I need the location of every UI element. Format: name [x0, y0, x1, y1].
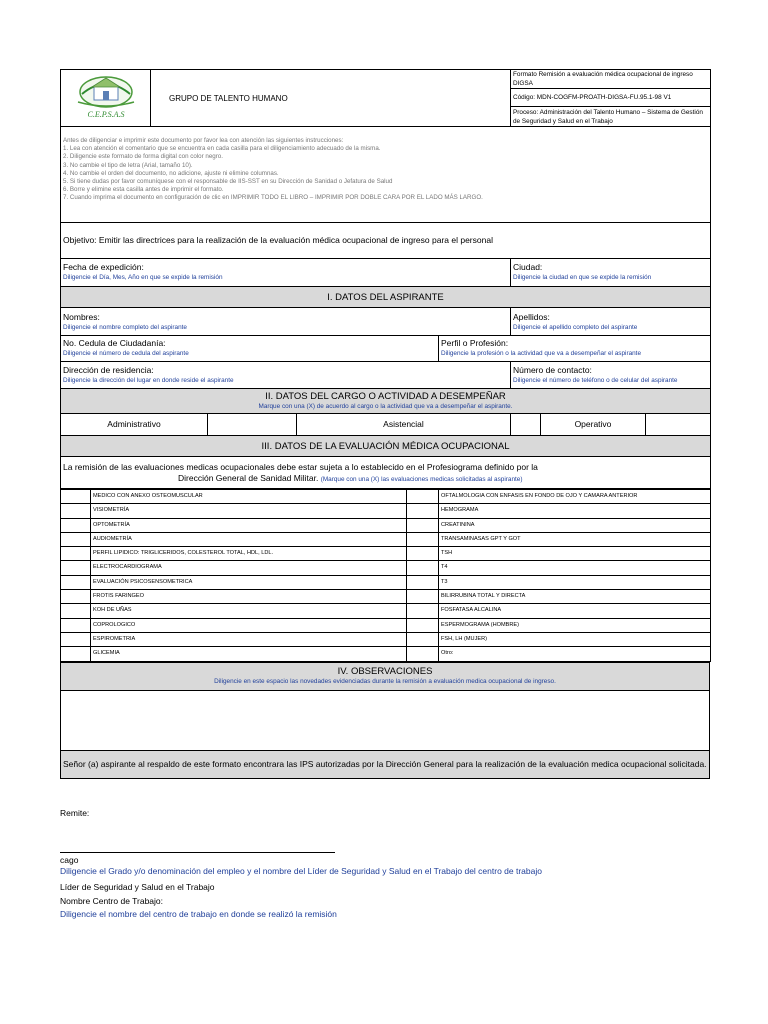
exam-label-left: MEDICO CON ANEXO OSTEOMUSCULAR — [91, 490, 407, 504]
exam-checkbox-left[interactable] — [61, 632, 91, 646]
instruction-line: 7. Cuando imprima el documento en configuración de clic en IMPRIMIR TODO EL LIBRO – IMPRIMIR POR DOBLE CARA POR EL LADO MÁS LARGO. — [63, 194, 483, 202]
exam-label-left: PERFIL LIPIDICO: TRIGLICERIDOS, COLESTEROL TOTAL, HDL, LDL. — [91, 547, 407, 561]
observaciones-input[interactable] — [61, 690, 710, 750]
exam-checkbox-left[interactable] — [61, 590, 91, 604]
exam-label-right: T4 — [439, 561, 711, 575]
exam-label-left: ESPIROMETRIA — [91, 632, 407, 646]
section-datos-aspirante: I. DATOS DEL ASPIRANTE — [61, 287, 711, 308]
nombres-label: Nombres: — [63, 312, 100, 322]
cargo-operativo-label: Operativo — [541, 414, 646, 436]
exam-row — [61, 618, 711, 632]
instruction-line: 2. Diligencie este formato de forma digital con color negro. — [63, 153, 223, 161]
signature-line[interactable] — [60, 852, 335, 853]
nombres-field[interactable] — [61, 308, 511, 336]
exam-label-right: T3 — [439, 575, 711, 589]
exam-label-right: FSH, LH (MUJER) — [439, 632, 711, 646]
exam-row — [61, 590, 711, 604]
exam-row — [61, 632, 711, 646]
ciudad-field[interactable] — [511, 259, 711, 287]
exam-label-right: Otro: — [439, 647, 711, 661]
exam-checkbox-left[interactable] — [61, 547, 91, 561]
exam-label-right: CREATININA — [439, 518, 711, 532]
cargo-asistencial-label: Asistencial — [297, 414, 511, 436]
exam-checkbox-right[interactable] — [407, 561, 439, 575]
exam-checkbox-right[interactable] — [407, 618, 439, 632]
section-datos-cargo-hint: Marque con una (X) de acuerdo al cargo o la actividad que va a desempeñar el aspirante. — [258, 403, 513, 410]
aspirante-note: Señor (a) aspirante al respaldo de este formato encontrara las IPS autorizadas por la Dirección General para la realización de la evaluación medica ocupacional solicitada. — [61, 750, 710, 778]
exam-label-right: TRANSAMINASAS GPT Y GOT — [439, 532, 711, 546]
exam-checkbox-right[interactable] — [407, 547, 439, 561]
apellidos-hint: Diligencie el apellido completo del aspirante — [513, 324, 638, 331]
instruction-line: 3. No cambie el tipo de letra (Arial, tamaño 10). — [63, 161, 193, 169]
exam-checkbox-left[interactable] — [61, 518, 91, 532]
exam-row — [61, 647, 711, 661]
exam-row — [61, 561, 711, 575]
exam-row — [61, 504, 711, 518]
exam-checkbox-left[interactable] — [61, 647, 91, 661]
section-observaciones-hint: Diligencie en este espacio las novedades evidenciadas durante la remisión a evaluación medica ocupacional de ingreso. — [214, 678, 556, 686]
cargo-asistencial-checkbox[interactable] — [511, 414, 541, 436]
instruction-line: 4. No cambie el orden del documento, no adicione, ajuste ni elimine columnas. — [63, 169, 279, 177]
section-datos-cargo-title: II. DATOS DEL CARGO O ACTIVIDAD A DESEMPEÑAR — [265, 391, 506, 402]
contacto-field[interactable] — [511, 362, 711, 389]
exam-label-left: AUDIOMETRÍA — [91, 532, 407, 546]
format-code: Código: MDN-COGFM-PROATH-DIGSA-FU.95.1-98 V1 — [511, 89, 711, 107]
ciudad-hint: Diligencie la ciudad en que se expide la remisión — [513, 274, 652, 281]
exam-label-left: EVALUACIÓN PSICOSENSOMETRICA — [91, 575, 407, 589]
form-table — [60, 69, 711, 489]
exam-label-right: BILIRRUBINA TOTAL Y DIRECTA — [439, 590, 711, 604]
exam-row — [61, 604, 711, 618]
form — [60, 69, 710, 779]
exam-row — [61, 490, 711, 504]
instruction-line: Antes de diligenciar e imprimir este documento por favor lea con atención las siguientes instrucciones: — [63, 137, 344, 144]
fecha-label: Fecha de expedición: — [63, 262, 144, 272]
centro-label: Nombre Centro de Trabajo: — [60, 896, 163, 906]
instruction-line: 1. Lea con atención el comentario que se encuentra en cada casilla para el diligenciamiento adecuado de la misma. — [63, 145, 381, 153]
svg-text:C.E.P.S.A.S: C.E.P.S.A.S — [87, 109, 124, 119]
perfil-field[interactable] — [439, 336, 711, 362]
exam-checkbox-left[interactable] — [61, 604, 91, 618]
exam-label-right: ESPERMOGRAMA (HOMBRE) — [439, 618, 711, 632]
cargo-hint: Diligencie el Grado y/o denominación del empleo y el nombre del Líder de Seguridad y Salud en el Trabajo del centro de trabajo — [60, 866, 542, 876]
centro-hint: Diligencie el nombre del centro de trabajo en donde se realizó la remisión — [60, 909, 337, 919]
logo-icon — [66, 72, 146, 120]
ciudad-label: Ciudad: — [513, 262, 543, 272]
section-observaciones-title: IV. OBSERVACIONES — [337, 666, 433, 678]
exam-label-right: OFTALMOLOGIA CON ENFASIS EN FONDO DE OJO Y CAMARA ANTERIOR — [439, 490, 711, 504]
exam-label-left: KOH DE UÑAS — [91, 604, 407, 618]
exam-checkbox-right[interactable] — [407, 590, 439, 604]
exam-checkbox-right[interactable] — [407, 632, 439, 646]
format-process: Proceso: Administración del Talento Humano – Sistema de Gestión de Seguridad y Salud en el Trabajo — [511, 107, 711, 127]
contacto-label: Número de contacto: — [513, 365, 592, 375]
perfil-hint: Diligencie la profesión o la actividad que va a desempeñar el aspirante — [441, 350, 642, 357]
exam-row — [61, 547, 711, 561]
exam-label-left: COPROLOGICO — [91, 618, 407, 632]
objective: Objetivo: Emitir las directrices para la realización de la evaluación médica ocupacional de ingreso para el personal — [61, 223, 711, 259]
exam-label-left: ELECTROCARDIOGRAMA — [91, 561, 407, 575]
section-observaciones — [61, 662, 710, 690]
remision-hint: (Marque con una (X) las evaluaciones medicas solicitadas al aspirante) — [320, 475, 523, 483]
cargo-label: cago — [60, 855, 79, 865]
exam-checkbox-right[interactable] — [407, 518, 439, 532]
exam-label-left: FROTIS FARINGEO — [91, 590, 407, 604]
exam-checkbox-right[interactable] — [407, 532, 439, 546]
nombres-hint: Diligencie el nombre completo del aspirante — [63, 324, 187, 331]
exam-label-right: HEMOGRAMA — [439, 504, 711, 518]
instruction-line: 5. Si tiene dudas por favor comuníquese con el responsable de IIS-SST en su Dirección de Sanidad o Jefatura de Salud — [63, 178, 393, 186]
logo — [61, 70, 151, 127]
cargo-operativo-checkbox[interactable] — [646, 414, 711, 436]
remite-label: Remite: — [60, 808, 90, 818]
exam-checkbox-left[interactable] — [61, 561, 91, 575]
instruction-line: 6. Borre y elimine esta casilla antes de imprimir el formato. — [63, 186, 224, 194]
exam-checkbox-left[interactable] — [61, 504, 91, 518]
exam-label-right: TSH — [439, 547, 711, 561]
exam-checkbox-right[interactable] — [407, 504, 439, 518]
department-title: GRUPO DE TALENTO HUMANO — [151, 70, 511, 127]
section-evaluacion-medica: III. DATOS DE LA EVALUACIÓN MÉDICA OCUPACIONAL — [61, 436, 711, 457]
fecha-hint: Diligencie el Día, Mes, Año en que se expide la remisión — [63, 274, 223, 281]
exam-checkbox-left[interactable] — [61, 618, 91, 632]
perfil-label: Perfil o Profesión: — [441, 338, 509, 348]
exam-label-left: VISIOMETRÍA — [91, 504, 407, 518]
cedula-label: No. Cedula de Ciudadanía: — [63, 338, 166, 348]
residencia-label: Dirección de residencia: — [63, 365, 154, 375]
exam-label-left: OPTOMETRÍA — [91, 518, 407, 532]
exam-row — [61, 532, 711, 546]
contacto-hint: Diligencie el número de teléfono o de celular del aspirante — [513, 377, 678, 384]
apellidos-field[interactable] — [511, 308, 711, 336]
exam-checkbox-right[interactable] — [407, 575, 439, 589]
instructions — [61, 127, 711, 223]
fecha-field[interactable] — [61, 259, 511, 287]
residencia-hint: Diligencie la dirección del lugar en donde reside el aspirante — [63, 377, 234, 384]
exam-checkbox-left[interactable] — [61, 490, 91, 504]
exam-checkbox-right[interactable] — [407, 490, 439, 504]
exam-checkbox-right[interactable] — [407, 604, 439, 618]
exam-checkbox-right[interactable] — [407, 647, 439, 661]
exam-row — [61, 575, 711, 589]
remision-text — [61, 457, 711, 489]
lider-label: Líder de Seguridad y Salud en el Trabajo — [60, 882, 215, 892]
cargo-administrativo-checkbox[interactable] — [208, 414, 297, 436]
remision-line1: La remisión de las evaluaciones medicas ocupacionales debe estar sujeta a lo establecido en el Profesiograma definido por la — [63, 461, 538, 472]
residencia-field[interactable] — [61, 362, 511, 389]
exam-label-left: GLICEMIA — [91, 647, 407, 661]
cargo-administrativo-label: Administrativo — [61, 414, 208, 436]
cedula-field[interactable] — [61, 336, 439, 362]
exam-checkbox-left[interactable] — [61, 575, 91, 589]
exam-checkbox-left[interactable] — [61, 532, 91, 546]
remision-line2: Dirección General de Sanidad Militar. — [178, 472, 319, 483]
exam-label-right: FOSFATASA ALCALINA — [439, 604, 711, 618]
form-table-bottom — [60, 662, 710, 779]
section-datos-cargo — [61, 389, 711, 414]
format-title: Formato Remisión a evaluación médica ocupacional de ingreso DIGSA — [511, 70, 711, 89]
apellidos-label: Apellidos: — [513, 312, 550, 322]
cedula-hint: Diligencie el número de cedula del aspirante — [63, 350, 189, 357]
exam-table — [60, 489, 711, 662]
exam-row — [61, 518, 711, 532]
